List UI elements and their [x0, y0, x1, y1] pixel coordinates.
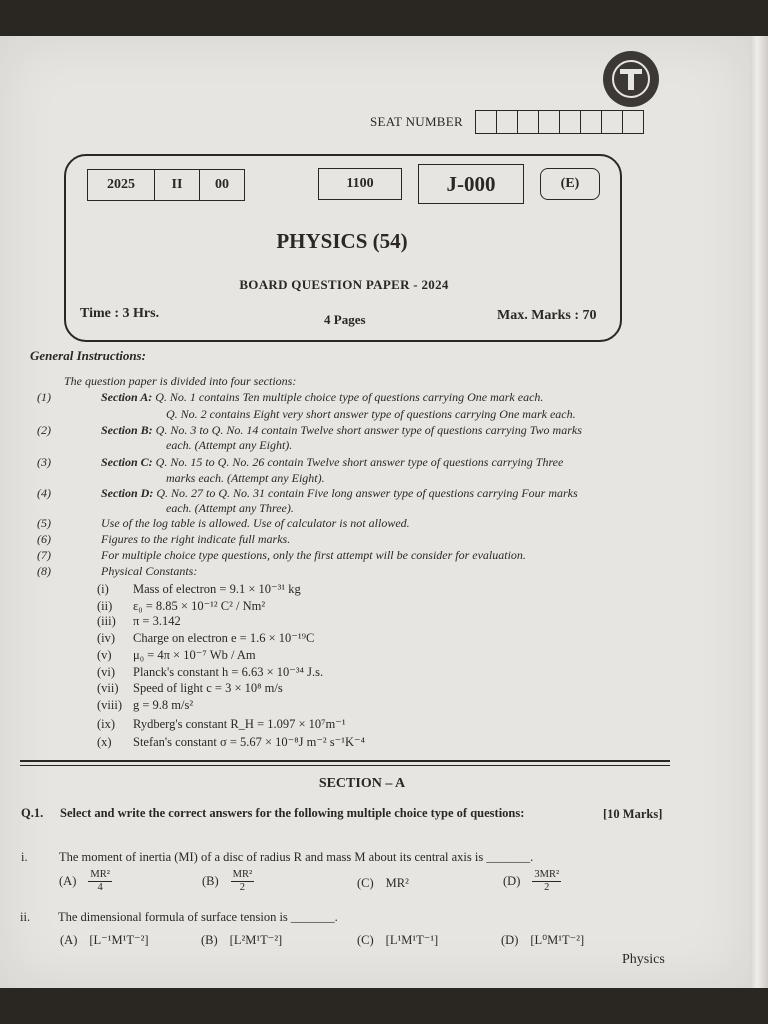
option-a[interactable] — [59, 869, 112, 893]
instruction-text: marks each. (Attempt any Eight). — [166, 471, 325, 485]
option-letter: (B) — [201, 932, 218, 947]
instruction-4 — [101, 486, 578, 501]
option-letter: (C) — [357, 876, 374, 890]
instruction-2 — [101, 423, 582, 438]
option-fraction — [231, 869, 255, 893]
constant-text: Speed of light c = 3 × 10⁸ m/s — [133, 681, 283, 695]
section-c-label: Section C: — [101, 455, 153, 469]
constant-text: ε₀ = 8.85 × 10⁻¹² C² / Nm² — [133, 599, 266, 613]
instruction-5: Use of the log table is allowed. Use of calculator is not allowed. — [101, 516, 410, 530]
section-heading: SECTION – A — [318, 776, 406, 791]
constant-item — [97, 681, 283, 696]
seat-number — [370, 110, 644, 134]
section-b-label: Section B: — [101, 423, 153, 437]
instruction-number: (7) — [37, 548, 51, 562]
constant-text: Charge on electron e = 1.6 × 10⁻¹⁹C — [133, 631, 315, 645]
instruction-number: (5) — [37, 516, 51, 530]
paper-edge — [750, 36, 768, 988]
instruction-8: Physical Constants: — [101, 564, 198, 578]
instruction-text: Q. No. 15 to Q. No. 26 contain Twelve short answer type of questions carrying Three — [155, 455, 564, 469]
constant-number: (vii) — [97, 681, 119, 695]
instruction-number: (6) — [37, 532, 51, 546]
section-divider — [20, 760, 670, 762]
constant-number: (iii) — [97, 614, 116, 628]
instruction-text: Q. No. 2 contains Eight very short answer type of questions carrying One mark each. — [166, 407, 576, 421]
section-d-label: Section D: — [101, 486, 154, 500]
constant-number: (vi) — [97, 665, 116, 679]
instruction-text: each. (Attempt any Three). — [166, 501, 294, 515]
numerator: MR² — [232, 869, 253, 880]
option-d[interactable] — [501, 932, 584, 948]
instruction-number: (3) — [37, 455, 51, 469]
instruction-number: (8) — [37, 564, 51, 578]
constant-number: (ii) — [97, 599, 113, 613]
question-i-number: i. — [21, 850, 28, 864]
option-fraction — [88, 869, 112, 893]
footer-subject: Physics — [622, 952, 665, 967]
option-letter: (A) — [59, 873, 77, 888]
constant-text: g = 9.8 m/s² — [133, 698, 194, 712]
constant-number: (v) — [97, 648, 112, 662]
year-code: 2025 — [88, 170, 155, 200]
option-value: MR² — [385, 876, 409, 890]
constant-text: Rydberg's constant R_H = 1.097 × 10⁷m⁻¹ — [133, 717, 346, 731]
option-b[interactable] — [201, 932, 282, 948]
constant-number: (i) — [97, 582, 109, 596]
instruction-number: (1) — [37, 390, 51, 404]
paper-title: PHYSICS (54) — [276, 229, 408, 253]
constant-item — [97, 664, 323, 680]
option-value: [L²M¹T⁻²] — [229, 933, 283, 947]
constant-item — [97, 598, 265, 614]
constant-item — [97, 630, 314, 646]
question-1-marks: [10 Marks] — [603, 807, 663, 821]
constant-text: μ₀ = 4π × 10⁻⁷ Wb / Am — [133, 648, 256, 662]
question-1-number: Q.1. — [21, 806, 44, 820]
question-ii-number: ii. — [20, 910, 31, 924]
constant-item — [97, 647, 256, 663]
logo-icon — [611, 59, 651, 99]
paper-code: J-000 — [418, 164, 524, 204]
option-value: [L⁰M¹T⁻²] — [530, 933, 585, 947]
seat-number-label: SEAT NUMBER — [370, 114, 463, 129]
constant-number: (iv) — [97, 631, 116, 645]
option-a[interactable] — [60, 932, 149, 948]
constant-item — [97, 698, 193, 713]
code-cells — [87, 169, 245, 201]
numerator: 3MR² — [534, 869, 560, 880]
constant-number: (x) — [97, 735, 112, 749]
option-value: [L¹M¹T⁻¹] — [385, 933, 439, 947]
constant-text: Planck's constant h = 6.63 × 10⁻³⁴ J.s. — [133, 665, 324, 679]
denominator: 2 — [239, 881, 246, 893]
option-letter: (C) — [357, 932, 374, 947]
number-code: 1100 — [318, 168, 402, 200]
denominator: 2 — [544, 881, 550, 893]
instruction-3 — [101, 455, 563, 470]
constant-number: (viii) — [97, 698, 122, 712]
numerator: MR² — [90, 869, 110, 880]
time-allowed: Time : 3 Hrs. — [80, 306, 160, 321]
option-value: [L⁻¹M¹T⁻²] — [89, 933, 149, 947]
constant-text: π = 3.142 — [133, 614, 181, 628]
constant-text: Stefan's constant σ = 5.67 × 10⁻⁸J m⁻² s⁻¹K⁻⁴ — [133, 735, 366, 749]
max-marks: Max. Marks : 70 — [497, 308, 597, 323]
seat-number-boxes — [475, 110, 644, 134]
instruction-text: Q. No. 3 to Q. No. 14 contain Twelve short answer type of questions carrying Two marks — [155, 423, 582, 437]
option-c[interactable] — [357, 932, 438, 948]
constant-item — [97, 581, 301, 597]
instruction-text: Q. No. 1 contains Ten multiple choice type of questions carrying One mark each. — [155, 390, 544, 404]
option-c[interactable] — [357, 876, 409, 891]
instruction-1 — [101, 390, 543, 405]
section-a-label: Section A: — [101, 390, 153, 404]
instruction-7: For multiple choice type questions, only the first attempt will be consider for evaluation. — [101, 548, 526, 562]
instruction-number: (4) — [37, 486, 51, 500]
publisher-logo — [603, 51, 659, 107]
instruction-number: (2) — [37, 423, 51, 437]
question-ii-text: The dimensional formula of surface tension is _______. — [58, 910, 338, 924]
option-b[interactable] — [202, 869, 254, 893]
option-letter: (A) — [60, 932, 78, 947]
page-count: 4 Pages — [324, 312, 366, 327]
constant-text: Mass of electron = 9.1 × 10⁻³¹ kg — [133, 582, 301, 596]
part-code: II — [155, 170, 200, 200]
paper-subtitle: BOARD QUESTION PAPER - 2024 — [239, 277, 449, 292]
question-i-text: The moment of inertia (MI) of a disc of radius R and mass M about its central axis is _______. — [59, 850, 534, 864]
option-letter: (B) — [202, 873, 219, 888]
option-d[interactable] — [503, 869, 561, 893]
medium-code: (E) — [540, 168, 600, 200]
option-letter: (D) — [503, 873, 521, 888]
instruction-text: Q. No. 27 to Q. No. 31 contain Five long answer type of questions carrying Four marks — [156, 486, 578, 500]
constant-item — [97, 614, 181, 629]
denominator: 4 — [97, 881, 103, 893]
constant-item — [97, 734, 365, 750]
constant-item — [97, 716, 346, 732]
constant-number: (ix) — [97, 717, 116, 731]
option-letter: (D) — [501, 932, 519, 947]
zero-code: 00 — [215, 177, 229, 192]
question-1-text: Select and write the correct answers for the following multiple choice type of questions: — [60, 806, 525, 820]
option-fraction — [532, 869, 561, 893]
general-instructions-title: General Instructions: — [30, 348, 146, 363]
instructions-intro: The question paper is divided into four sections: — [64, 374, 297, 388]
section-divider — [20, 765, 670, 766]
instruction-text: each. (Attempt any Eight). — [166, 438, 293, 452]
instruction-6: Figures to the right indicate full marks. — [101, 532, 291, 546]
